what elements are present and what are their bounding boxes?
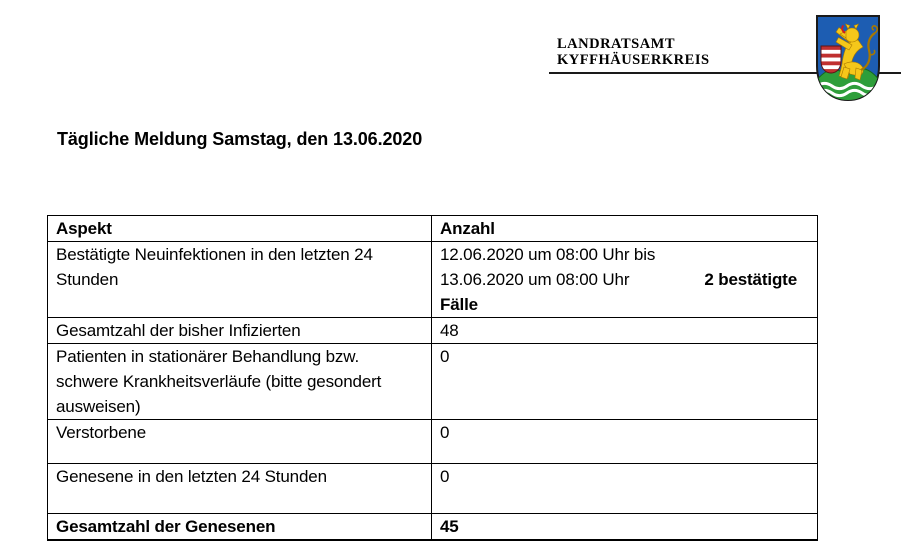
organization-name [557, 36, 710, 68]
table-row [48, 318, 818, 344]
table-row [48, 464, 818, 514]
aspect-cell: Gesamtzahl der bisher Infizierten [48, 318, 432, 344]
report-table [47, 215, 818, 541]
value-line-1: 12.06.2020 um 08:00 Uhr bis [440, 245, 656, 264]
aspect-cell: Gesamtzahl der Genesenen [48, 514, 432, 541]
value-cell: 48 [432, 318, 818, 344]
table-header-row [48, 216, 818, 242]
table-row [48, 344, 818, 420]
page-title: Tägliche Meldung Samstag, den 13.06.2020 [57, 129, 423, 149]
table-row [48, 242, 818, 318]
value-line-3: Fälle [440, 295, 478, 314]
value-line-2-date: 13.06.2020 um 08:00 Uhr [440, 270, 630, 289]
organization-name-line2: KYFFHÄUSERKREIS [557, 52, 710, 68]
table-row [48, 420, 818, 464]
value-cell [432, 242, 818, 318]
coat-of-arms-icon [814, 14, 882, 102]
aspect-cell: Bestätigte Neuinfektionen in den letzten 24 Stunden [48, 242, 432, 318]
column-header-anzahl: Anzahl [432, 216, 818, 242]
value-cell: 0 [432, 420, 818, 464]
value-cell: 0 [432, 344, 818, 420]
value-line-2 [440, 267, 809, 292]
column-header-aspekt: Aspekt [48, 216, 432, 242]
value-line-2-highlight: 2 bestätigte [704, 270, 797, 289]
organization-name-line1: LANDRATSAMT [557, 36, 676, 52]
value-cell: 45 [432, 514, 818, 541]
value-cell: 0 [432, 464, 818, 514]
table-row [48, 514, 818, 541]
aspect-cell: Patienten in stationärer Behandlung bzw. schwere Krankheitsverläufe (bitte gesondert ausweisen) [48, 344, 432, 420]
aspect-cell: Genesene in den letzten 24 Stunden [48, 464, 432, 514]
crest-small-shield [821, 46, 841, 73]
aspect-cell: Verstorbene [48, 420, 432, 464]
